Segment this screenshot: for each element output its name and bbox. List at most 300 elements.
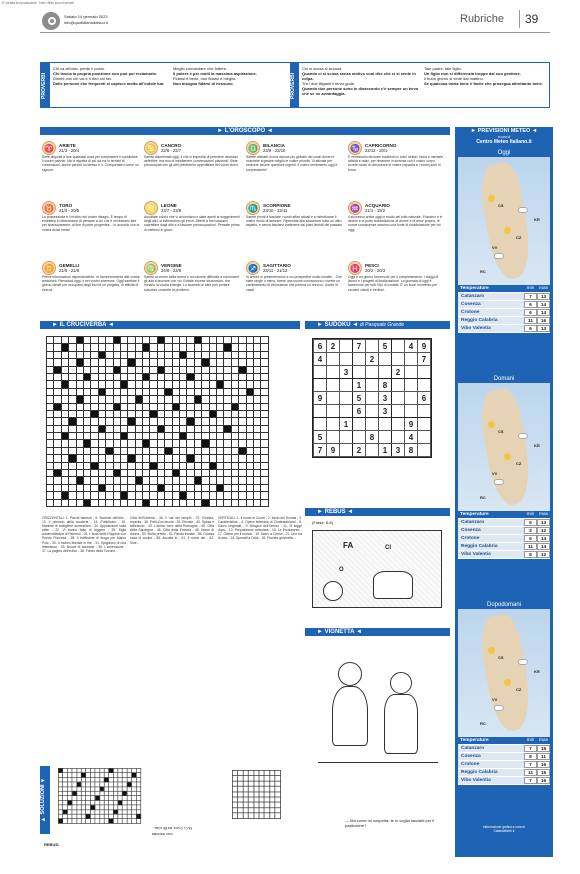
crossword-cell[interactable] <box>194 403 201 410</box>
crossword-cell[interactable] <box>209 410 216 417</box>
crossword-cell[interactable] <box>106 344 113 351</box>
crossword-cell[interactable] <box>261 492 268 499</box>
crossword-cell[interactable] <box>83 344 90 351</box>
crossword-cell[interactable] <box>91 366 98 373</box>
crossword-cell[interactable] <box>194 337 201 344</box>
crossword-cell[interactable] <box>150 492 157 499</box>
crossword-cell[interactable] <box>91 410 98 417</box>
crossword-cell[interactable] <box>261 477 268 484</box>
crossword-cell[interactable] <box>172 381 179 388</box>
crossword-cell[interactable] <box>194 359 201 366</box>
crossword-cell[interactable] <box>61 396 68 403</box>
crossword-cell[interactable] <box>253 366 260 373</box>
crossword-cell[interactable] <box>157 470 164 477</box>
crossword-cell[interactable] <box>216 381 223 388</box>
crossword-cell[interactable] <box>194 484 201 491</box>
crossword-cell[interactable] <box>128 470 135 477</box>
crossword-cell[interactable] <box>187 455 194 462</box>
crossword-cell[interactable] <box>47 381 54 388</box>
crossword-cell[interactable] <box>98 418 105 425</box>
crossword-cell[interactable] <box>253 388 260 395</box>
crossword-cell[interactable] <box>150 447 157 454</box>
crossword-cell[interactable] <box>113 396 120 403</box>
crossword-cell[interactable] <box>98 499 105 506</box>
crossword-cell[interactable] <box>261 337 268 344</box>
crossword-cell[interactable] <box>231 455 238 462</box>
crossword-cell[interactable] <box>261 344 268 351</box>
sudoku-cell[interactable]: 3 <box>392 444 405 457</box>
crossword-cell[interactable] <box>165 388 172 395</box>
crossword-cell[interactable] <box>194 462 201 469</box>
crossword-cell[interactable] <box>143 388 150 395</box>
crossword-cell[interactable] <box>54 440 61 447</box>
crossword-cell[interactable] <box>128 455 135 462</box>
crossword-cell[interactable] <box>98 477 105 484</box>
crossword-cell[interactable] <box>157 359 164 366</box>
crossword-cell[interactable] <box>216 351 223 358</box>
crossword-cell[interactable] <box>54 403 61 410</box>
crossword-cell[interactable] <box>120 410 127 417</box>
crossword-cell[interactable] <box>157 440 164 447</box>
sudoku-cell[interactable] <box>340 379 353 392</box>
crossword-cell[interactable] <box>106 462 113 469</box>
sudoku-cell[interactable]: 1 <box>340 418 353 431</box>
crossword-cell[interactable] <box>76 381 83 388</box>
crossword-cell[interactable] <box>69 462 76 469</box>
crossword-cell[interactable] <box>165 373 172 380</box>
crossword-cell[interactable] <box>47 403 54 410</box>
crossword-cell[interactable] <box>209 388 216 395</box>
sudoku-cell[interactable] <box>327 431 340 444</box>
crossword-cell[interactable] <box>239 344 246 351</box>
crossword-cell[interactable] <box>239 499 246 506</box>
sudoku-cell[interactable]: 3 <box>379 405 392 418</box>
crossword-cell[interactable] <box>172 470 179 477</box>
crossword-cell[interactable] <box>261 447 268 454</box>
crossword-cell[interactable] <box>246 433 253 440</box>
crossword-cell[interactable] <box>180 425 187 432</box>
crossword-cell[interactable] <box>150 440 157 447</box>
sudoku-cell[interactable] <box>327 405 340 418</box>
crossword-cell[interactable] <box>157 418 164 425</box>
crossword-cell[interactable] <box>224 359 231 366</box>
crossword-cell[interactable] <box>209 492 216 499</box>
crossword-cell[interactable] <box>91 462 98 469</box>
crossword-cell[interactable] <box>150 499 157 506</box>
crossword-cell[interactable] <box>231 433 238 440</box>
crossword-cell[interactable] <box>91 337 98 344</box>
crossword-cell[interactable] <box>261 455 268 462</box>
crossword-cell[interactable] <box>194 351 201 358</box>
crossword-cell[interactable] <box>150 351 157 358</box>
crossword-cell[interactable] <box>231 470 238 477</box>
crossword-cell[interactable] <box>202 403 209 410</box>
crossword-cell[interactable] <box>83 499 90 506</box>
crossword-cell[interactable] <box>47 462 54 469</box>
crossword-cell[interactable] <box>180 418 187 425</box>
crossword-cell[interactable] <box>187 470 194 477</box>
crossword-cell[interactable] <box>69 470 76 477</box>
crossword-cell[interactable] <box>61 440 68 447</box>
crossword-cell[interactable] <box>187 351 194 358</box>
crossword-cell[interactable] <box>98 440 105 447</box>
crossword-cell[interactable] <box>61 499 68 506</box>
crossword-cell[interactable] <box>202 477 209 484</box>
sudoku-cell[interactable] <box>405 405 418 418</box>
crossword-cell[interactable] <box>47 492 54 499</box>
crossword-cell[interactable] <box>180 359 187 366</box>
crossword-cell[interactable] <box>209 462 216 469</box>
crossword-cell[interactable] <box>143 492 150 499</box>
crossword-cell[interactable] <box>69 359 76 366</box>
crossword-cell[interactable] <box>98 462 105 469</box>
crossword-cell[interactable] <box>69 477 76 484</box>
crossword-cell[interactable] <box>113 351 120 358</box>
crossword-cell[interactable] <box>253 440 260 447</box>
crossword-cell[interactable] <box>261 388 268 395</box>
crossword-cell[interactable] <box>135 396 142 403</box>
crossword-cell[interactable] <box>239 366 246 373</box>
sudoku-cell[interactable] <box>327 366 340 379</box>
crossword-cell[interactable] <box>224 351 231 358</box>
sudoku-cell[interactable] <box>340 431 353 444</box>
crossword-cell[interactable] <box>180 492 187 499</box>
crossword-cell[interactable] <box>135 484 142 491</box>
crossword-cell[interactable] <box>54 484 61 491</box>
sudoku-cell[interactable]: 5 <box>353 392 366 405</box>
crossword-cell[interactable] <box>76 344 83 351</box>
crossword-cell[interactable] <box>172 403 179 410</box>
sudoku-cell[interactable] <box>392 418 405 431</box>
crossword-cell[interactable] <box>231 477 238 484</box>
crossword-cell[interactable] <box>120 455 127 462</box>
crossword-cell[interactable] <box>54 396 61 403</box>
sudoku-cell[interactable] <box>314 405 327 418</box>
sudoku-cell[interactable] <box>366 405 379 418</box>
crossword-cell[interactable] <box>224 492 231 499</box>
crossword-cell[interactable] <box>224 388 231 395</box>
crossword-cell[interactable] <box>261 396 268 403</box>
sudoku-cell[interactable]: 8 <box>379 379 392 392</box>
crossword-cell[interactable] <box>209 455 216 462</box>
crossword-cell[interactable] <box>253 455 260 462</box>
crossword-cell[interactable] <box>76 373 83 380</box>
sudoku-cell[interactable] <box>340 444 353 457</box>
crossword-cell[interactable] <box>83 351 90 358</box>
crossword-cell[interactable] <box>202 484 209 491</box>
crossword-cell[interactable] <box>224 455 231 462</box>
crossword-cell[interactable] <box>194 433 201 440</box>
crossword-cell[interactable] <box>143 373 150 380</box>
crossword-cell[interactable] <box>239 433 246 440</box>
sudoku-cell[interactable] <box>340 392 353 405</box>
crossword-cell[interactable] <box>143 351 150 358</box>
crossword-cell[interactable] <box>261 403 268 410</box>
crossword-cell[interactable] <box>91 455 98 462</box>
crossword-cell[interactable] <box>91 359 98 366</box>
crossword-cell[interactable] <box>91 403 98 410</box>
crossword-cell[interactable] <box>180 337 187 344</box>
crossword-cell[interactable] <box>91 484 98 491</box>
crossword-cell[interactable] <box>69 499 76 506</box>
crossword-cell[interactable] <box>76 418 83 425</box>
crossword-cell[interactable] <box>239 337 246 344</box>
crossword-cell[interactable] <box>194 447 201 454</box>
sudoku-cell[interactable] <box>392 353 405 366</box>
crossword-cell[interactable] <box>106 373 113 380</box>
crossword-cell[interactable] <box>194 440 201 447</box>
crossword-cell[interactable] <box>128 366 135 373</box>
crossword-cell[interactable] <box>216 396 223 403</box>
crossword-cell[interactable] <box>143 403 150 410</box>
crossword-cell[interactable] <box>76 484 83 491</box>
crossword-cell[interactable] <box>135 403 142 410</box>
crossword-cell[interactable] <box>76 492 83 499</box>
crossword-cell[interactable] <box>216 418 223 425</box>
crossword-cell[interactable] <box>143 381 150 388</box>
crossword-cell[interactable] <box>47 433 54 440</box>
crossword-cell[interactable] <box>150 455 157 462</box>
crossword-cell[interactable] <box>135 351 142 358</box>
crossword-cell[interactable] <box>83 381 90 388</box>
crossword-cell[interactable] <box>106 337 113 344</box>
crossword-cell[interactable] <box>128 484 135 491</box>
crossword-cell[interactable] <box>253 433 260 440</box>
crossword-cell[interactable] <box>209 337 216 344</box>
crossword-cell[interactable] <box>261 366 268 373</box>
crossword-cell[interactable] <box>261 359 268 366</box>
crossword-cell[interactable] <box>209 359 216 366</box>
crossword-cell[interactable] <box>143 344 150 351</box>
crossword-cell[interactable] <box>113 403 120 410</box>
crossword-cell[interactable] <box>253 477 260 484</box>
crossword-cell[interactable] <box>202 447 209 454</box>
crossword-cell[interactable] <box>76 366 83 373</box>
crossword-cell[interactable] <box>83 418 90 425</box>
sudoku-cell[interactable] <box>392 405 405 418</box>
crossword-cell[interactable] <box>231 425 238 432</box>
sudoku-cell[interactable]: 2 <box>327 340 340 353</box>
crossword-cell[interactable] <box>180 366 187 373</box>
sudoku-cell[interactable] <box>340 340 353 353</box>
crossword-cell[interactable] <box>135 381 142 388</box>
crossword-cell[interactable] <box>135 344 142 351</box>
crossword-cell[interactable] <box>165 492 172 499</box>
crossword-cell[interactable] <box>187 410 194 417</box>
crossword-cell[interactable] <box>180 388 187 395</box>
crossword-cell[interactable] <box>61 410 68 417</box>
sudoku-cell[interactable] <box>353 431 366 444</box>
crossword-cell[interactable] <box>61 403 68 410</box>
crossword-cell[interactable] <box>209 470 216 477</box>
crossword-cell[interactable] <box>113 344 120 351</box>
crossword-cell[interactable] <box>194 366 201 373</box>
crossword-cell[interactable] <box>216 344 223 351</box>
crossword-cell[interactable] <box>143 462 150 469</box>
crossword-cell[interactable] <box>202 359 209 366</box>
crossword-cell[interactable] <box>143 410 150 417</box>
crossword-cell[interactable] <box>239 381 246 388</box>
sudoku-cell[interactable] <box>418 444 431 457</box>
crossword-cell[interactable] <box>239 440 246 447</box>
crossword-cell[interactable] <box>187 418 194 425</box>
crossword-cell[interactable] <box>194 396 201 403</box>
sudoku-cell[interactable] <box>366 366 379 379</box>
crossword-cell[interactable] <box>261 418 268 425</box>
crossword-cell[interactable] <box>187 388 194 395</box>
crossword-cell[interactable] <box>165 418 172 425</box>
crossword-cell[interactable] <box>135 359 142 366</box>
crossword-cell[interactable] <box>202 388 209 395</box>
crossword-cell[interactable] <box>47 396 54 403</box>
crossword-cell[interactable] <box>69 396 76 403</box>
crossword-cell[interactable] <box>47 388 54 395</box>
crossword-cell[interactable] <box>54 492 61 499</box>
crossword-cell[interactable] <box>194 410 201 417</box>
crossword-cell[interactable] <box>143 447 150 454</box>
crossword-cell[interactable] <box>106 425 113 432</box>
crossword-cell[interactable] <box>253 492 260 499</box>
sudoku-cell[interactable]: 7 <box>418 353 431 366</box>
crossword-cell[interactable] <box>113 433 120 440</box>
crossword-cell[interactable] <box>135 388 142 395</box>
crossword-cell[interactable] <box>135 425 142 432</box>
crossword-cell[interactable] <box>128 477 135 484</box>
crossword-cell[interactable] <box>157 492 164 499</box>
crossword-cell[interactable] <box>194 499 201 506</box>
crossword-cell[interactable] <box>120 484 127 491</box>
crossword-cell[interactable] <box>224 499 231 506</box>
crossword-cell[interactable] <box>120 359 127 366</box>
crossword-cell[interactable] <box>47 470 54 477</box>
crossword-cell[interactable] <box>246 425 253 432</box>
crossword-cell[interactable] <box>98 492 105 499</box>
crossword-cell[interactable] <box>157 403 164 410</box>
crossword-cell[interactable] <box>231 462 238 469</box>
crossword-cell[interactable] <box>194 381 201 388</box>
crossword-cell[interactable] <box>54 499 61 506</box>
crossword-cell[interactable] <box>76 359 83 366</box>
crossword-cell[interactable] <box>172 344 179 351</box>
crossword-cell[interactable] <box>172 447 179 454</box>
crossword-cell[interactable] <box>76 470 83 477</box>
crossword-cell[interactable] <box>157 433 164 440</box>
crossword-cell[interactable] <box>69 337 76 344</box>
sudoku-cell[interactable]: 9 <box>405 418 418 431</box>
sudoku-cell[interactable]: 1 <box>379 444 392 457</box>
crossword-cell[interactable] <box>47 477 54 484</box>
crossword-cell[interactable] <box>47 373 54 380</box>
crossword-cell[interactable] <box>165 484 172 491</box>
crossword-cell[interactable] <box>246 477 253 484</box>
crossword-cell[interactable] <box>202 396 209 403</box>
crossword-cell[interactable] <box>246 366 253 373</box>
crossword-cell[interactable] <box>209 396 216 403</box>
crossword-cell[interactable] <box>165 344 172 351</box>
crossword-cell[interactable] <box>69 351 76 358</box>
crossword-cell[interactable] <box>172 477 179 484</box>
crossword-cell[interactable] <box>128 425 135 432</box>
crossword-cell[interactable] <box>54 388 61 395</box>
crossword-cell[interactable] <box>91 418 98 425</box>
crossword-cell[interactable] <box>216 447 223 454</box>
crossword-cell[interactable] <box>135 499 142 506</box>
crossword-cell[interactable] <box>69 373 76 380</box>
crossword-cell[interactable] <box>128 447 135 454</box>
crossword-cell[interactable] <box>239 447 246 454</box>
sudoku-cell[interactable]: 6 <box>418 392 431 405</box>
crossword-cell[interactable] <box>54 344 61 351</box>
crossword-cell[interactable] <box>91 344 98 351</box>
crossword-cell[interactable] <box>120 366 127 373</box>
sudoku-cell[interactable]: 5 <box>379 340 392 353</box>
crossword-cell[interactable] <box>143 396 150 403</box>
crossword-cell[interactable] <box>239 373 246 380</box>
sudoku-cell[interactable] <box>418 405 431 418</box>
crossword-cell[interactable] <box>91 440 98 447</box>
crossword-cell[interactable] <box>180 410 187 417</box>
sudoku-cell[interactable]: 3 <box>340 366 353 379</box>
crossword-cell[interactable] <box>165 499 172 506</box>
crossword-cell[interactable] <box>165 477 172 484</box>
crossword-cell[interactable] <box>209 366 216 373</box>
crossword-cell[interactable] <box>187 403 194 410</box>
crossword-cell[interactable] <box>216 337 223 344</box>
crossword-cell[interactable] <box>106 381 113 388</box>
crossword-cell[interactable] <box>239 455 246 462</box>
crossword-cell[interactable] <box>135 410 142 417</box>
crossword-cell[interactable] <box>113 366 120 373</box>
crossword-cell[interactable] <box>209 351 216 358</box>
sudoku-cell[interactable] <box>353 418 366 431</box>
crossword-cell[interactable] <box>239 484 246 491</box>
sudoku-cell[interactable] <box>314 418 327 431</box>
crossword-cell[interactable] <box>187 447 194 454</box>
crossword-cell[interactable] <box>224 477 231 484</box>
crossword-cell[interactable] <box>172 455 179 462</box>
sudoku-cell[interactable] <box>314 379 327 392</box>
crossword-cell[interactable] <box>194 425 201 432</box>
crossword-cell[interactable] <box>76 396 83 403</box>
crossword-cell[interactable] <box>54 447 61 454</box>
crossword-cell[interactable] <box>135 366 142 373</box>
crossword-cell[interactable] <box>172 418 179 425</box>
crossword-cell[interactable] <box>209 403 216 410</box>
sudoku-cell[interactable] <box>327 392 340 405</box>
crossword-cell[interactable] <box>76 425 83 432</box>
crossword-cell[interactable] <box>91 381 98 388</box>
crossword-cell[interactable] <box>180 403 187 410</box>
crossword-cell[interactable] <box>150 373 157 380</box>
sudoku-cell[interactable]: 8 <box>366 431 379 444</box>
crossword-cell[interactable] <box>224 462 231 469</box>
crossword-cell[interactable] <box>224 418 231 425</box>
crossword-cell[interactable] <box>246 359 253 366</box>
crossword-cell[interactable] <box>231 447 238 454</box>
crossword-cell[interactable] <box>231 359 238 366</box>
crossword-cell[interactable] <box>54 418 61 425</box>
crossword-cell[interactable] <box>224 484 231 491</box>
crossword-cell[interactable] <box>209 484 216 491</box>
crossword-cell[interactable] <box>187 433 194 440</box>
crossword-cell[interactable] <box>231 337 238 344</box>
crossword-cell[interactable] <box>128 433 135 440</box>
crossword-cell[interactable] <box>180 462 187 469</box>
crossword-cell[interactable] <box>157 477 164 484</box>
crossword-cell[interactable] <box>261 425 268 432</box>
crossword-cell[interactable] <box>202 373 209 380</box>
crossword-cell[interactable] <box>157 462 164 469</box>
